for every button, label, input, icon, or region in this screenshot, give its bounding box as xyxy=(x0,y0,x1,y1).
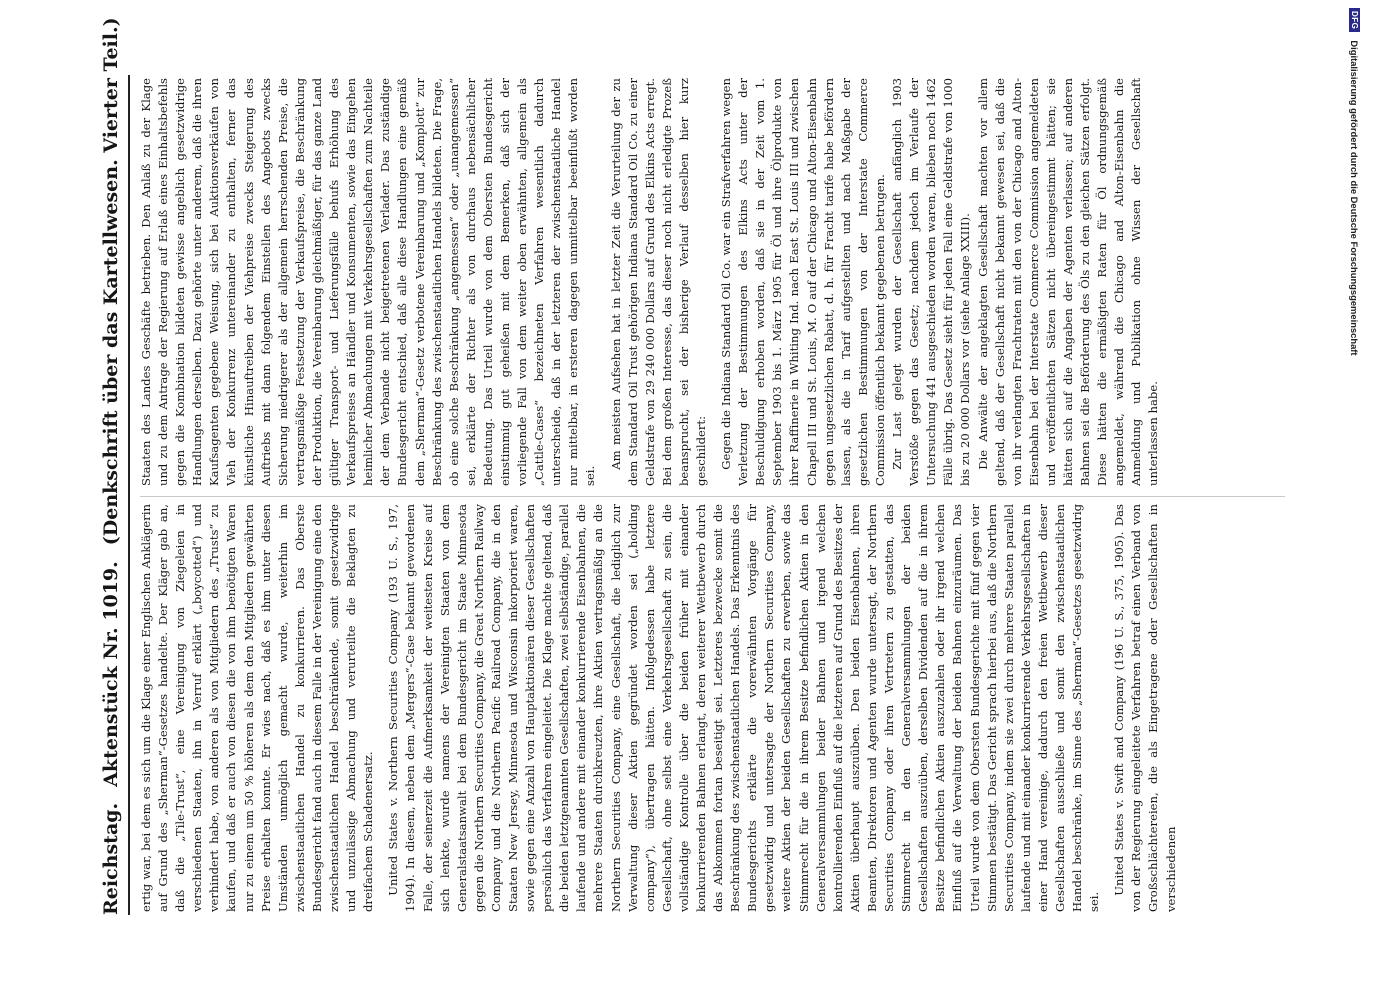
header-rule xyxy=(128,75,130,915)
paragraph: Zur Last gelegt wurden der Gesellschaft anfänglich 1903 Verstöße gegen das Gesetz; nachdem jedoch im Verlaufe der Untersuchung 441 ausgeschieden worden waren, blieben noch 1462 Fälle übrig. Das Gesetz sieht für jeden Fall eine Geldstrafe von 1000 bis zu 20 000 Dollars vor (siehe Anlage XXIII). xyxy=(890,78,973,486)
paragraph: Staaten des Landes Geschäfte betrieben. Den Anlaß zu der Klage und zu dem Antrage der Regierung auf Erlaß eines Einhaltsbefehls gegen die Kombination bildeten gewisse angeblich gesetzwidrige Handlungen derselben. Dazu gehörte unter anderem, daß die ihren Kaufsagenten gegebene Weisung, sich bei Auktionsverkäufen von Vieh der Konkurrenz untereinander zu enthalten, ferner das künstliche Hinauftreiben der Viehpreise zwecks Steigerung des Auftriebs mit dann folgendem Einstellen des Angebots zwecks Sicherung niedrigerer als der allgemein herrschenden Preise, die vertragsmäßige Festsetzung der Verkaufspreise, die Beschränkung der Produktion, die Vereinbarung gleichmäßiger, für das ganze Land gültiger Transport- und Lieferungsfälle behufs Erhöhung des Verkaufspreises an Händler und Konsumenten, sowie das Eingehen heimlicher Abmachungen mit Verkehrsgesellschaften zum Nachteile der dem Verbande nicht beigetretenen Verlader. Das zuständige Bundesgericht entschied, daß alle diese Handlungen eine gemäß dem „Sherman“-Gesetz verbotene Vereinbarung und „Komplott“ zur Beschränkung des zwischenstaatlichen Handels bildeten. Die Frage, ob eine solche Beschränkung „angemessen“ oder „unangemessen“ sei, erklärte der Richter als von durchaus nebensächlicher Bedeutung. Das Urteil wurde von dem Obersten Bundesgericht einstimmig gut geheißen mit dem Bemerken, daß sich der vorliegende Fall von dem weiter oben erwähnten, allgemein als „Cattle-Cases“ bezeichneten Verfahren wesentlich dadurch unterscheide, daß in der letzteren der zwischenstaatliche Handel nur mittelbar, in ersteren dagegen unmittelbar beeinflußt worden sei. xyxy=(139,78,598,486)
left-column xyxy=(138,504,1288,912)
paragraph: ertig war, bei dem es sich um die Klage einer Englischen Anklägerin auf Grund des „Sherman“-Gesetzes handelte. Der Kläger gab an, daß die „Tile-Trust“, eine Vereinigung von Ziegeleien in verschiedenen Staaten, ihn in Verruf erklärt („boycotted“) und verhindert habe, von anderen als von Mitgliedern des „Trusts“ zu kaufen, und daß er auch von diesen die von ihm benötigten Waren nur zu einem um 50 % höheren als dem den Mitgliedern gewährten Preise erhalten konnte. Er wies nach, daß es ihm unter diesen Umständen unmöglich gemacht wurde, weiterhin im zwischenstaatlichen Handel zu konkurrieren. Das Oberste Bundesgericht fand auch in diesem Falle in der Vereinigung eine den zwischenstaatlichen Handel beschränkende, somit gesetzwidrige und unzulässige Abmachung und verurteilte die Beklagten zu dreifachem Schadenersatz. xyxy=(139,504,376,912)
paragraph: Die Anwälte der angeklagten Gesellschaft machten vor allem geltend, daß der Gesellschaft nicht bekannt gewesen sei, daß die von ihr verlangten Frachtraten mit den von der Chicago and Alton-Eisenbahn bei der Interstate Commerce Commission angemeldeten und veröffentlichten Sätzen nicht übereingestimmt hätten; sie hätten sich auf die Angaben der Agenten verlassen; auf anderen Bahnen sei die Beförderung des Öls zu den gleichen Sätzen erfolgt. Diese hätten die ermäßigten Raten für Öl ordnungsgemäß angemeldet, während die Chicago and Alton-Eisenbahn die Anmeldung und Publikation ohne Wissen der Gesellschaft unterlassen habe. xyxy=(975,78,1161,486)
paragraph: Am meisten Aufsehen hat in letzter Zeit die Verurteilung der zu dem Standard Oil Trust gehörigen Indiana Standard Oil Co. zu einer Geldstrafe von 29 240 000 Dollars auf Grund des Elkins Acts erregt. Bei dem großen Interesse, das dieser noch nicht erledigte Prozeß beansprucht, sei der bisherige Verlauf desselben hier kurz geschildert: xyxy=(608,78,708,486)
paragraph: United States v. Northern Securities Company (193 U. S., 197, 1904). In diesem, neben dem „Mergers“-Case bekannt gewordenen Falle, der seinerzeit die Aufmerksamkeit der weitesten Kreise auf sich lenkte, wurde namens der Vereinigten Staaten von dem Generalstaatsanwalt bei dem Bundesgericht im Staate Minnesota gegen die Northern Securities Company, die Great Northern Railway Company und die Northern Pacific Railroad Company, die in den Staaten New Jersey, Minnesota und Wisconsin inkorporiert waren, sowie gegen eine Anzahl von Hauptaktionären dieser Gesellschaften persönlich das Verfahren eingeleitet. Die Klage machte geltend, daß die beiden letztgenannten Gesellschaften, zwei selbständige, parallel laufende und andere mit einander konkurrierende Eisenbahnen, die mehrere Staaten durchkreuzten, ihre Aktien vertragsmäßig an die Northern Securities Company, eine Gesellschaft, die lediglich zur Verwaltung dieser Aktien gegründet worden sei („holding company“), übertragen hätten. Infolgedessen habe letztere Gesellschaft, ohne selbst eine Verkehrsgesellschaft zu sein, die vollständige Kontrolle über die beiden früher mit einander konkurrierenden Bahnen erlangt, deren weiterer Wettbewerb durch das Abkommen fortan beseitigt sei. Letzteres bezwecke somit die Beschränkung des zwischenstaatlichen Handels. Das Erkenntnis des Bundesgerichts erklärte die vorerwähnten Vorgänge für gesetzwidrig und untersagte der Northern Securities Company, weitere Aktien der beiden Gesellschaften zu erwerben, sowie das Stimmrecht für die in ihrem Besitze befindlichen Aktien in den Generalversammlungen beider Bahnen und irgend welchen kontrollierenden Einfluß auf die letzteren auf Grund des Besitzes der Aktien überhaupt auszuüben. Den beiden Eisenbahnen, ihren Beamten, Direktoren und Agenten wurde untersagt, der Northern Securities Company oder ihren Vertretern zu gestatten, das Stimmrecht in den Generalversammlungen der beiden Gesellschaften auszuüben, derselben Dividenden auf die in ihrem Besitze befindlichen Aktien auszuzahlen oder ihr irgend welchen Einfluß auf die Verwaltung der beiden Bahnen einzuräumen. Das Urteil wurde von dem Obersten Bundesgerichte mit fünf gegen vier Stimmen bestätigt. Das Gericht sprach hierbei aus, daß die Northern Securities Company, indem sie zwei durch mehrere Staaten parallel laufende und mit einander konkurrierende Verkehrsgesellschaften in einer Hand vereinige, dadurch den freien Wettbewerb dieser Gesellschaften ausschließe und somit den zwischenstaatlichen Handel beschränke, im Sinne des „Sherman“-Gesetzes gesetzwidrig sei. xyxy=(386,504,1102,912)
header-reichstag: Reichstag. xyxy=(100,802,122,915)
header-title: (Denkschrift über das Kartellwesen. Vierter Teil.) xyxy=(100,17,122,546)
right-column xyxy=(138,78,1288,486)
dfg-logo: DFG xyxy=(1350,8,1361,32)
paragraph: Gegen die Indiana Standard Oil Co. war ein Strafverfahren wegen Verletzung der Bestimmungen des Elkins Acts unter der Beschuldigung erhoben worden, daß sie in der Zeit vom 1. September 1903 bis 1. März 1905 für Öl und ihre Ölprodukte von ihrer Raffinerie in Whiting Ind. nach East St. Louis III und zwischen Chapell III und St. Louis, M. O auf der Chicago und Alton-Eisenbahn gegen ungesetzlichen Rabatt, d. h. für Fracht tarife habe befördern lassen, als die in Tarif aufgestellten und nach Maßgabe der gesetzlichen Bestimmungen von der Interstate Commerce Commission öffentlich bekannt gegebenen betrugen. xyxy=(719,78,887,486)
digitization-text: Digitalisierung gefördert durch die Deutsche Forschungsgemeinschaft xyxy=(1349,40,1361,356)
paragraph: United States v. Swift and Company (196 U. S., 375, 1905). Das von der Regierung eingeleitete Verfahren betraf einen Verband von Großschlächtereien, die als Eingetragene oder Gesellschaften in verschiedenen xyxy=(1112,504,1178,912)
running-header xyxy=(96,17,126,915)
column-divider xyxy=(140,496,1285,497)
header-document-number: Aktenstück Nr. 1019. xyxy=(100,561,122,787)
digitization-sidenote xyxy=(1348,8,1362,1002)
